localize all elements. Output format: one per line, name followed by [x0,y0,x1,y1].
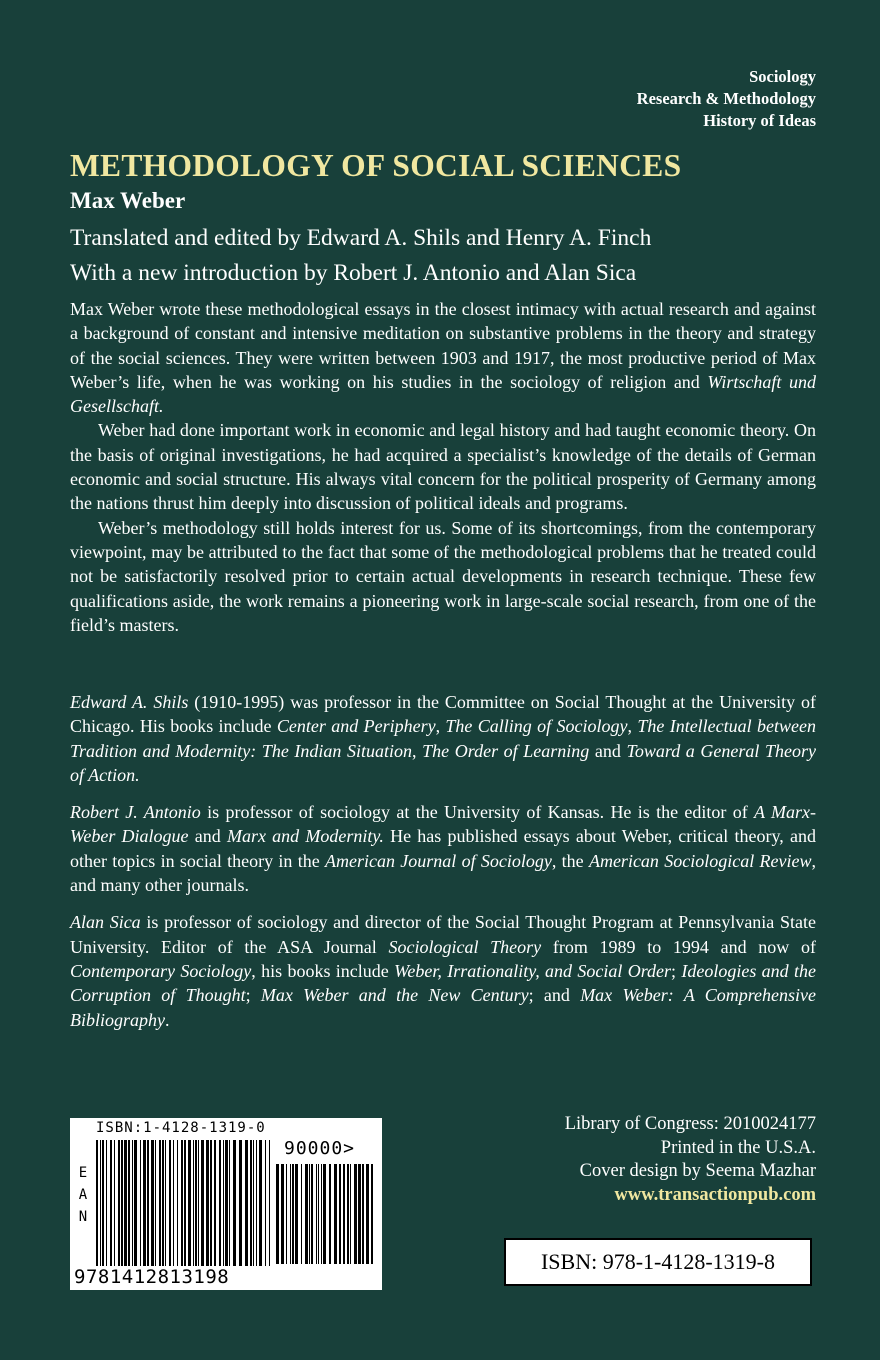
barcode-bar [132,1140,133,1266]
translator-credit: Translated and edited by Edward A. Shils and Henry A. Finch [70,225,652,251]
subject-research-methodology: Research & Methodology [636,89,816,108]
barcode-bar [343,1164,345,1264]
introduction-credit: With a new introduction by Robert J. Antonio and Alan Sica [70,260,637,286]
barcode-addon-bars [276,1164,376,1264]
barcode-bar [124,1140,127,1266]
barcode-bar [193,1140,194,1266]
barcode-bar [233,1140,236,1266]
barcode-bar [181,1140,183,1266]
barcode-bar [128,1140,130,1266]
barcode-bar [195,1140,197,1266]
barcode-bar [350,1164,351,1264]
barcode-bar [159,1140,161,1266]
barcode-bar [309,1164,310,1264]
description-paragraph-1: Max Weber wrote these methodological essays in the closest intimacy with actual research and against a background of constant and intensive meditation on substantive problems in the theory and strategy of the social sciences. They were written between 1903 and 1917, the most productive period of Max Weber’s life, when he was working on his studies in the sociology of religion and Wirtschaft und Gesellschaft. [70,299,816,417]
barcode-bar [316,1164,317,1264]
barcode-bar [110,1140,112,1266]
barcode-bar [366,1164,369,1264]
bio-antonio: Robert J. Antonio is professor of sociology at the University of Kansas. He is the editor of A Marx-Weber Dialogue and Marx and Modernity. He has published essays about Weber, critical theory, and other topics in social theory in the American Journal of Sociology, the American Sociological Review, and many other journals. [70,802,816,896]
publisher-info [565,1113,816,1207]
barcode-bar [102,1140,104,1266]
barcode-bar [147,1140,149,1266]
barcode-bar [100,1140,101,1266]
barcode-bar [223,1140,224,1266]
barcode-bar [281,1164,284,1264]
barcode-bar [177,1140,178,1266]
barcode-bar [245,1140,248,1266]
publisher-website[interactable]: www.transactionpub.com [614,1184,816,1205]
barcode-bar [134,1140,137,1266]
barcode-bar [206,1140,209,1266]
bio-shils: Edward A. Shils (1910-1995) was professor in the Committee on Social Thought at the University of Chicago. His books include Center and Periphery, The Calling of Sociology, The Intellectual between Tradition and Modernity: The Indian Situation, The Order of Learning and Toward a General Theory of Action. [70,692,816,785]
subject-history-of-ideas: History of Ideas [703,111,816,130]
barcode-bar [210,1140,212,1266]
barcode-bar [140,1140,141,1266]
barcode-bar [162,1140,164,1266]
barcode-bar [250,1140,252,1266]
isbn-box: ISBN: 978-1-4128-1319-8 [504,1238,812,1286]
barcode-bar [114,1140,115,1266]
book-author: Max Weber [70,188,186,213]
barcode-bar [318,1164,319,1264]
library-of-congress: Library of Congress: 2010024177 [564,1114,816,1134]
barcode-bar [151,1140,154,1266]
bio-sica: Alan Sica is professor of sociology and director of the Social Thought Program at Pennsylvania State University. Editor of the ASA Journal Sociological Theory from 1989 to 1994 and now of Contemporary Sociology, his books include Weber, Irrationality, and Social Order; Ideologies and the Corruption of Thought; Max Weber and the New Century; and Max Weber: A Comprehensive Bibliography. [70,912,816,1030]
barcode-bar [259,1140,262,1266]
barcode-isbn-label: ISBN:1-4128-1319-0 [96,1120,266,1136]
barcode-ean-digits: 9781412813198 [74,1266,230,1288]
barcode-bar [347,1164,349,1264]
barcode-bar [198,1140,199,1266]
barcode-bar [354,1164,357,1264]
barcode-bar [214,1140,216,1266]
barcode-bar [219,1140,221,1266]
barcode-bar [276,1164,279,1264]
barcode-bar [96,1140,98,1266]
barcode-bar [165,1140,166,1266]
barcode-bar [265,1140,266,1266]
barcode-bar [334,1164,337,1264]
printed-in: Printed in the U.S.A. [660,1137,816,1158]
barcode-bar [371,1164,373,1264]
barcode-bar [253,1140,254,1266]
barcode-bar [256,1140,257,1266]
barcode-bar [239,1140,242,1266]
barcode-bar [329,1164,331,1264]
barcode-bar [155,1140,156,1266]
barcode-bar [290,1164,291,1264]
book-title: METHODOLOGY OF SOCIAL SCIENCES [70,148,682,183]
barcode-bar [362,1164,364,1264]
barcode-bar [225,1140,228,1266]
ean-label: E A N [78,1165,88,1225]
barcode-bar [188,1140,191,1266]
barcode-bars [96,1140,272,1266]
barcode-bar [229,1140,230,1266]
book-description [70,297,816,637]
barcode-bar [118,1140,120,1266]
barcode-bar [295,1164,298,1264]
barcode-bar [184,1140,186,1266]
barcode-bar [358,1164,361,1264]
description-paragraph-2: Weber had done important work in economic and legal history and had taught economic theory. On the basis of original investigations, he had acquired a specialist’s knowledge of the details of German economic and social structure. His always vital concern for the political prosperity of Germany among the nations thrust him deeply into discussion of political ideals and programs. [70,420,816,514]
barcode-bar [169,1140,171,1266]
barcode-bar [269,1140,270,1266]
isbn-barcode [70,1118,382,1290]
subject-categories [637,66,816,132]
barcode-bar [201,1140,204,1266]
subject-sociology: Sociology [749,67,816,86]
barcode-addon-price: 90000> [284,1138,356,1159]
barcode-bar [339,1164,341,1264]
barcode-bar [323,1164,326,1264]
barcode-bar [286,1164,287,1264]
barcode-bar [173,1140,174,1266]
barcode-bar [143,1140,146,1266]
barcode-bar [301,1164,302,1264]
barcode-bar [121,1140,123,1266]
contributor-bios [70,690,816,1045]
barcode-bar [321,1164,322,1264]
barcode-bar [292,1164,294,1264]
barcode-bar [106,1140,107,1266]
description-paragraph-3: Weber’s methodology still holds interest for us. Some of its shortcomings, from the contemporary viewpoint, may be attributed to the fact that some of the methodological problems that he treated could not be satisfactorily resolved prior to certain actual developments in research technique. These few qualifications aside, the work remains a pioneering work in large-scale social research, from one of the field’s masters. [70,517,816,635]
barcode-bar [311,1164,313,1264]
barcode-bar [305,1164,308,1264]
cover-design-credit: Cover design by Seema Mazhar [579,1161,816,1181]
